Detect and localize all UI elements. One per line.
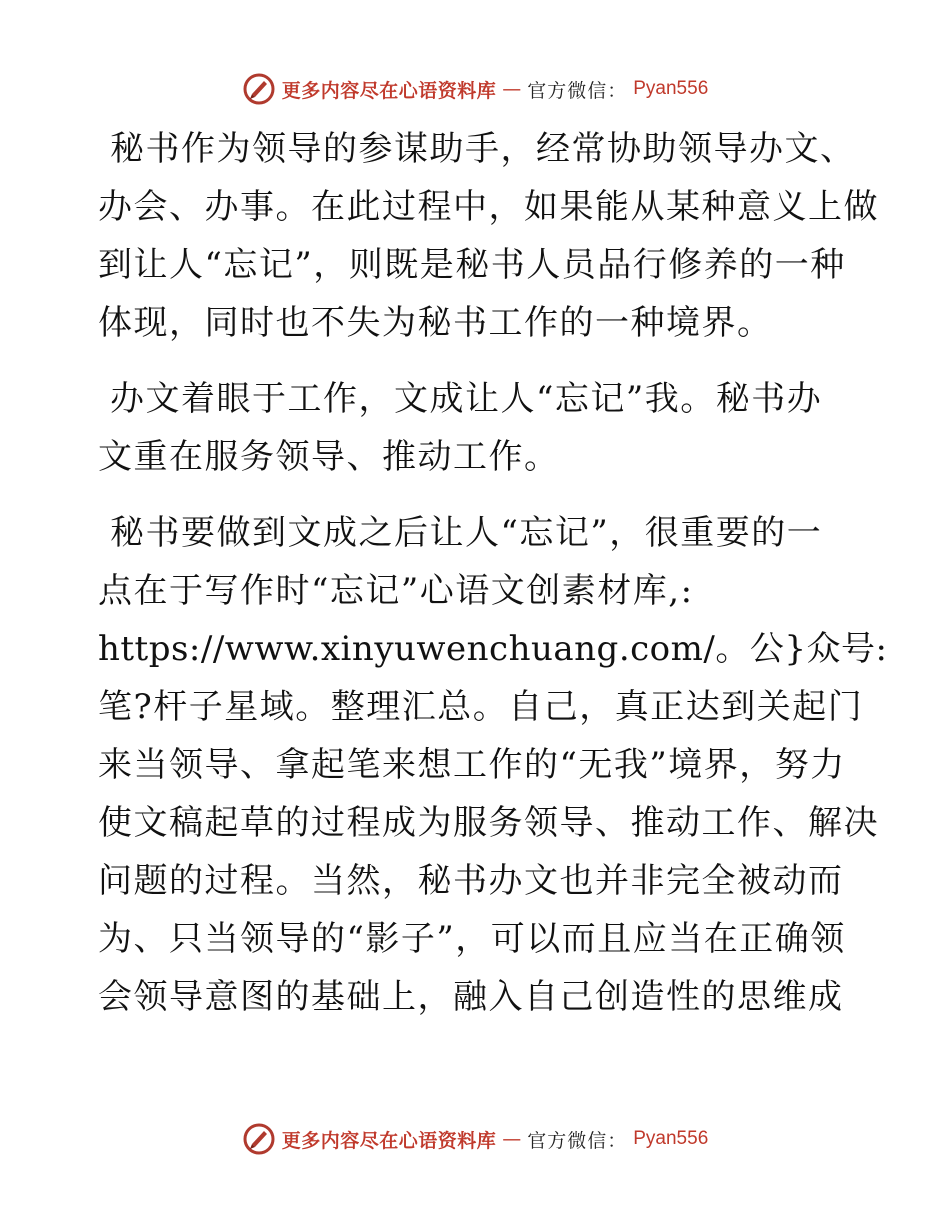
paragraph-line: 问题的过程。当然，秘书办文也并非完全被动而 xyxy=(98,861,844,901)
header-banner xyxy=(0,72,950,106)
paragraph-line: 笔?杆子星域。整理汇总。自己，真正达到关起门 xyxy=(98,687,864,727)
paragraph-line: 办会、办事。在此过程中，如果能从某种意义上做 xyxy=(98,187,879,227)
paragraph-line: 点在于写作时“忘记”心语文创素材库,: xyxy=(98,571,694,611)
footer-official-label: 官方微信： xyxy=(527,1129,628,1152)
header-official-label: 官方微信： xyxy=(527,79,628,102)
paragraph-line: 到让人“忘记”，则既是秘书人员品行修养的一种 xyxy=(98,245,846,285)
footer-wechat-id: Pyan556 xyxy=(633,1128,709,1149)
header-wechat-id: Pyan556 xyxy=(633,78,709,99)
paragraph-3 xyxy=(98,504,888,1026)
paragraph-1 xyxy=(98,120,879,352)
paragraph-line: 体现，同时也不失为秘书工作的一种境界。 xyxy=(98,303,773,343)
paragraph-line-url: https://www.xinyuwenchuang.com/。公}众号: xyxy=(98,629,888,669)
paragraph-line: 秘书要做到文成之后让人“忘记”，很重要的一 xyxy=(110,513,823,553)
paragraph-line: 会领导意图的基础上，融入自己创造性的思维成 xyxy=(98,977,844,1017)
header-brand-text: 更多内容尽在心语资料库 xyxy=(281,79,497,102)
paragraph-line: 来当领导、拿起笔来想工作的“无我”境界，努力 xyxy=(98,745,846,785)
brand-logo-icon xyxy=(242,72,276,106)
brand-logo-icon xyxy=(242,1122,276,1156)
footer-dash: — xyxy=(502,1128,522,1150)
footer-banner xyxy=(0,1122,950,1156)
paragraph-line: 使文稿起草的过程成为服务领导、推动工作、解决 xyxy=(98,803,879,843)
document-body xyxy=(98,120,888,1026)
paragraph-line: 办文着眼于工作，文成让人“忘记”我。秘书办 xyxy=(110,379,823,419)
paragraph-line: 秘书作为领导的参谋助手，经常协助领导办文、 xyxy=(110,129,856,169)
footer-brand-text: 更多内容尽在心语资料库 xyxy=(281,1129,497,1152)
paragraph-2 xyxy=(98,370,858,486)
paragraph-line: 文重在服务领导、推动工作。 xyxy=(98,437,560,477)
header-dash: — xyxy=(502,78,522,100)
paragraph-line: 为、只当领导的“影子”，可以而且应当在正确领 xyxy=(98,919,846,959)
